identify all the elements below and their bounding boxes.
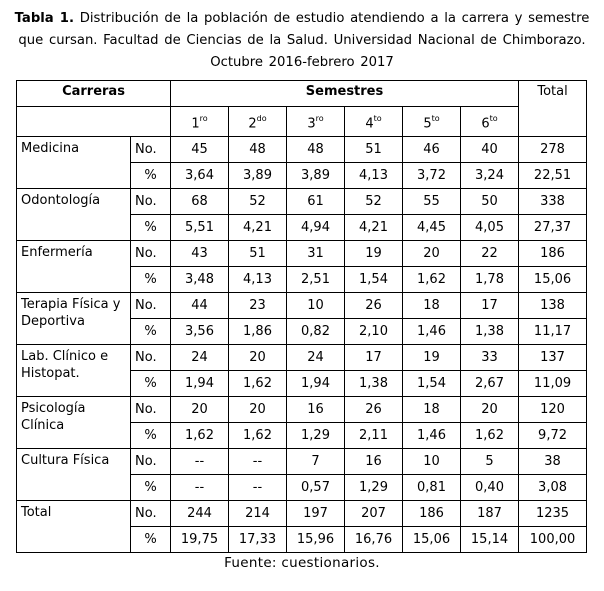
- percent-cell: 1,38: [345, 371, 403, 397]
- count-total: 1235: [519, 501, 587, 527]
- percent-cell: 3,48: [171, 267, 229, 293]
- percent-cell: 1,62: [229, 371, 287, 397]
- percent-cell: 19,75: [171, 527, 229, 553]
- percent-cell: 1,78: [461, 267, 519, 293]
- table-row: [17, 189, 587, 215]
- percent-cell: 2,11: [345, 423, 403, 449]
- percent-cell: 1,54: [403, 371, 461, 397]
- table-body: [17, 137, 587, 553]
- count-cell: 18: [403, 293, 461, 319]
- count-cell: 48: [287, 137, 345, 163]
- percent-cell: 0,57: [287, 475, 345, 501]
- percent-total: 100,00: [519, 527, 587, 553]
- percent-cell: 0,81: [403, 475, 461, 501]
- percent-cell: 0,40: [461, 475, 519, 501]
- percent-cell: 2,10: [345, 319, 403, 345]
- percent-cell: 4,21: [345, 215, 403, 241]
- count-cell: 7: [287, 449, 345, 475]
- count-label: No.: [131, 241, 171, 267]
- count-cell: 187: [461, 501, 519, 527]
- count-cell: 186: [403, 501, 461, 527]
- count-cell: 18: [403, 397, 461, 423]
- percent-cell: 1,46: [403, 319, 461, 345]
- semester-header-1: [171, 107, 229, 137]
- career-name: Medicina: [17, 137, 131, 189]
- percent-cell: --: [171, 475, 229, 501]
- count-cell: 26: [345, 397, 403, 423]
- career-name: Cultura Física: [17, 449, 131, 501]
- percent-cell: 0,82: [287, 319, 345, 345]
- percent-cell: 16,76: [345, 527, 403, 553]
- career-name: Enfermería: [17, 241, 131, 293]
- percent-total: 11,09: [519, 371, 587, 397]
- semester-suffix: ro: [199, 114, 208, 123]
- table-source: Fuente: cuestionarios.: [224, 555, 380, 571]
- table-row: [17, 397, 587, 423]
- count-cell: 45: [171, 137, 229, 163]
- count-cell: 20: [461, 397, 519, 423]
- table-row: [17, 293, 587, 319]
- table-row: [17, 345, 587, 371]
- percent-cell: 3,72: [403, 163, 461, 189]
- count-total: 120: [519, 397, 587, 423]
- percent-cell: 3,89: [229, 163, 287, 189]
- percent-cell: --: [229, 475, 287, 501]
- semester-suffix: to: [373, 114, 382, 123]
- count-cell: 19: [345, 241, 403, 267]
- semester-header-4: [345, 107, 403, 137]
- percent-cell: 15,96: [287, 527, 345, 553]
- career-name: Psicología Clínica: [17, 397, 131, 449]
- count-label: No.: [131, 137, 171, 163]
- semester-header-6: [461, 107, 519, 137]
- count-cell: 214: [229, 501, 287, 527]
- count-cell: 20: [403, 241, 461, 267]
- count-cell: 52: [345, 189, 403, 215]
- count-cell: 68: [171, 189, 229, 215]
- count-label: No.: [131, 189, 171, 215]
- header-carreras: Carreras: [17, 81, 171, 107]
- count-cell: 26: [345, 293, 403, 319]
- semester-suffix: ro: [315, 114, 324, 123]
- semester-header-5: [403, 107, 461, 137]
- percent-cell: 1,62: [171, 423, 229, 449]
- semester-number: 2: [248, 116, 257, 132]
- semester-number: 4: [365, 116, 374, 132]
- percent-cell: 5,51: [171, 215, 229, 241]
- percent-cell: 1,54: [345, 267, 403, 293]
- count-cell: --: [229, 449, 287, 475]
- percent-cell: 4,45: [403, 215, 461, 241]
- percent-cell: 1,94: [287, 371, 345, 397]
- count-cell: 44: [171, 293, 229, 319]
- percent-total: 22,51: [519, 163, 587, 189]
- count-cell: 33: [461, 345, 519, 371]
- percent-label: %: [131, 475, 171, 501]
- count-total: 38: [519, 449, 587, 475]
- header-total: Total: [519, 81, 587, 137]
- percent-cell: 1,29: [345, 475, 403, 501]
- count-label: No.: [131, 345, 171, 371]
- career-name: Terapia Física y Deportiva: [17, 293, 131, 345]
- percent-cell: 1,94: [171, 371, 229, 397]
- percent-cell: 4,13: [345, 163, 403, 189]
- career-name: Lab. Clínico e Histopat.: [17, 345, 131, 397]
- percent-cell: 1,29: [287, 423, 345, 449]
- percent-cell: 1,62: [229, 423, 287, 449]
- semester-header-2: [229, 107, 287, 137]
- career-name: Total: [17, 501, 131, 553]
- percent-cell: 1,46: [403, 423, 461, 449]
- percent-cell: 3,56: [171, 319, 229, 345]
- percent-cell: 3,24: [461, 163, 519, 189]
- table-row: [17, 449, 587, 475]
- count-label: No.: [131, 293, 171, 319]
- count-cell: 20: [229, 345, 287, 371]
- percent-cell: 4,21: [229, 215, 287, 241]
- count-cell: 40: [461, 137, 519, 163]
- count-cell: 23: [229, 293, 287, 319]
- table-row: [17, 137, 587, 163]
- percent-label: %: [131, 215, 171, 241]
- semester-number: 1: [191, 116, 200, 132]
- table-row: [17, 241, 587, 267]
- count-cell: 48: [229, 137, 287, 163]
- header-semestres: Semestres: [171, 81, 519, 107]
- header-row-2: [17, 107, 587, 137]
- population-table: [16, 80, 587, 553]
- percent-label: %: [131, 423, 171, 449]
- semester-suffix: to: [431, 114, 440, 123]
- count-cell: 51: [345, 137, 403, 163]
- count-total: 278: [519, 137, 587, 163]
- percent-cell: 2,51: [287, 267, 345, 293]
- percent-total: 9,72: [519, 423, 587, 449]
- count-cell: 52: [229, 189, 287, 215]
- count-cell: 24: [287, 345, 345, 371]
- percent-cell: 2,67: [461, 371, 519, 397]
- count-cell: 10: [287, 293, 345, 319]
- count-cell: 55: [403, 189, 461, 215]
- count-cell: 16: [287, 397, 345, 423]
- count-cell: 207: [345, 501, 403, 527]
- header-blank: [17, 107, 171, 137]
- percent-cell: 4,94: [287, 215, 345, 241]
- percent-cell: 1,38: [461, 319, 519, 345]
- semester-number: 5: [423, 116, 432, 132]
- percent-cell: 1,62: [461, 423, 519, 449]
- percent-label: %: [131, 319, 171, 345]
- count-cell: 31: [287, 241, 345, 267]
- percent-label: %: [131, 371, 171, 397]
- percent-total: 27,37: [519, 215, 587, 241]
- percent-cell: 17,33: [229, 527, 287, 553]
- count-label: No.: [131, 501, 171, 527]
- count-cell: 19: [403, 345, 461, 371]
- caption-label: Tabla 1.: [14, 11, 74, 26]
- count-cell: 17: [345, 345, 403, 371]
- count-cell: 43: [171, 241, 229, 267]
- count-cell: 22: [461, 241, 519, 267]
- count-total: 186: [519, 241, 587, 267]
- table-caption: [7, 8, 597, 74]
- semester-suffix: to: [489, 114, 498, 123]
- percent-total: 3,08: [519, 475, 587, 501]
- percent-total: 11,17: [519, 319, 587, 345]
- header-row-1: [17, 81, 587, 107]
- count-cell: 197: [287, 501, 345, 527]
- semester-suffix: do: [256, 114, 267, 123]
- semester-number: 3: [307, 116, 316, 132]
- percent-cell: 3,64: [171, 163, 229, 189]
- count-cell: 61: [287, 189, 345, 215]
- percent-label: %: [131, 267, 171, 293]
- percent-label: %: [131, 163, 171, 189]
- count-cell: 17: [461, 293, 519, 319]
- count-total: 137: [519, 345, 587, 371]
- count-label: No.: [131, 449, 171, 475]
- count-cell: 244: [171, 501, 229, 527]
- percent-cell: 4,13: [229, 267, 287, 293]
- semester-number: 6: [481, 116, 490, 132]
- caption-text: Distribución de la población de estudio atendiendo a la carrera y semestre que cursan. Facultad de Ciencias de la Salud. Universidad Nacional de Chimborazo. Octubre 2016-febrero 2017: [18, 11, 590, 70]
- percent-cell: 1,86: [229, 319, 287, 345]
- count-cell: 46: [403, 137, 461, 163]
- count-label: No.: [131, 397, 171, 423]
- percent-cell: 15,14: [461, 527, 519, 553]
- count-total: 138: [519, 293, 587, 319]
- count-total: 338: [519, 189, 587, 215]
- count-cell: 24: [171, 345, 229, 371]
- percent-total: 15,06: [519, 267, 587, 293]
- percent-label: %: [131, 527, 171, 553]
- count-cell: 20: [229, 397, 287, 423]
- count-cell: --: [171, 449, 229, 475]
- semester-header-3: [287, 107, 345, 137]
- percent-cell: 15,06: [403, 527, 461, 553]
- percent-cell: 1,62: [403, 267, 461, 293]
- count-cell: 50: [461, 189, 519, 215]
- count-cell: 51: [229, 241, 287, 267]
- percent-cell: 4,05: [461, 215, 519, 241]
- career-name: Odontología: [17, 189, 131, 241]
- count-cell: 20: [171, 397, 229, 423]
- percent-cell: 3,89: [287, 163, 345, 189]
- table-row: [17, 501, 587, 527]
- count-cell: 16: [345, 449, 403, 475]
- count-cell: 10: [403, 449, 461, 475]
- count-cell: 5: [461, 449, 519, 475]
